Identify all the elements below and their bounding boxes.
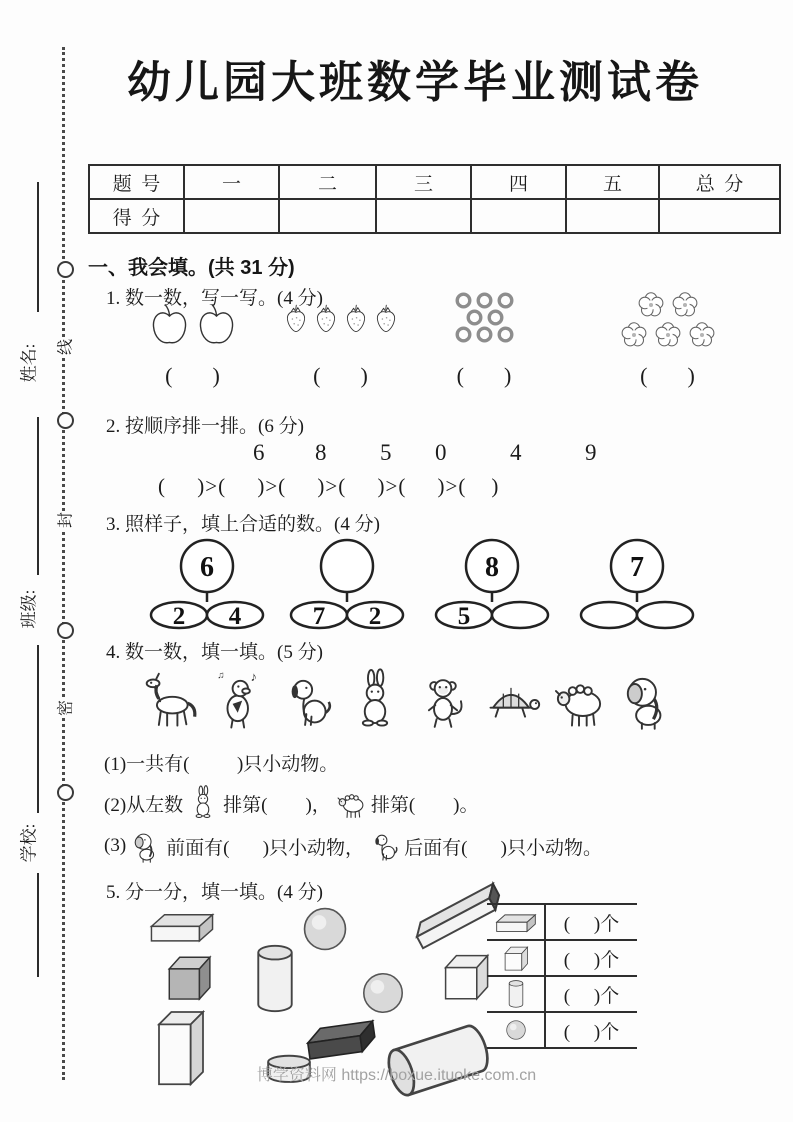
ring-icon — [474, 324, 495, 345]
sheep-icon — [547, 663, 611, 737]
q1-group-row — [617, 318, 719, 352]
seal-circle — [57, 784, 74, 801]
q2-number: 9 — [585, 440, 597, 465]
q2-answer-line: ( )>( )>( )>( )>( )>( ) — [158, 474, 500, 498]
elephant-icon — [615, 663, 679, 737]
q2-label: 2. 按顺序排一排。(6 分) — [106, 416, 304, 437]
ring-icon — [453, 324, 474, 345]
q1-answer-blank: ( ) — [456, 363, 513, 388]
field-blank-line — [37, 645, 39, 813]
q2-number: 5 — [380, 440, 392, 465]
sphere-icon — [292, 896, 358, 962]
q5-table-row — [487, 939, 637, 975]
score-table-header-cell: 总 分 — [659, 165, 780, 199]
number-bond — [575, 536, 700, 636]
score-table-header-cell: 二 — [279, 165, 376, 199]
sphere-icon — [501, 1015, 531, 1045]
svg-text:6: 6 — [200, 552, 214, 583]
q1-group-row — [146, 302, 240, 349]
q4-text-segment: (3) — [104, 835, 127, 856]
q5-shape-cell — [487, 977, 546, 1011]
q1-group-rings — [453, 294, 516, 345]
q5-shape-cell — [487, 1013, 546, 1047]
cuboid-flat-icon — [493, 909, 539, 935]
strawberry-icon — [371, 304, 401, 334]
animal-row — [139, 663, 679, 737]
score-table-header-cell: 四 — [471, 165, 566, 199]
q1-group-flowers — [617, 292, 719, 352]
q4-text-segment: 排第( )， — [223, 794, 331, 816]
seal-char-xian: 线 — [50, 338, 79, 356]
q4-text-segment: 后面有( )只小动物。 — [404, 837, 602, 859]
svg-text:5: 5 — [457, 603, 471, 630]
q4-text-segment: (2)从左数 — [104, 794, 184, 816]
apple-icon — [146, 302, 193, 349]
q5-tally-table — [487, 903, 637, 1049]
rabbit-icon — [343, 663, 407, 737]
field-blank-line — [37, 873, 39, 977]
field-blank-line — [37, 182, 39, 312]
q4-text-segment: 前面有( )只小动物， — [166, 837, 365, 859]
ring-icon — [495, 324, 516, 345]
cylinder-icon — [506, 979, 526, 1010]
name-field-label: 姓名: — [19, 343, 39, 383]
q4-subquestion-2 — [104, 785, 478, 821]
q4-label: 4. 数一数，填一填。(5 分) — [106, 642, 323, 663]
score-cell — [471, 199, 566, 233]
monkey-icon — [411, 663, 475, 737]
q5-shape-cell — [487, 905, 546, 939]
q1-group-apples — [146, 302, 240, 349]
svg-text:4: 4 — [228, 603, 242, 630]
elephant-icon — [128, 828, 164, 864]
seal-dotted-line — [62, 47, 65, 1080]
q1-group-row — [281, 304, 401, 334]
q4-text-segment: (1)一共有( )只小动物。 — [104, 754, 339, 775]
score-table-header-cell: 五 — [566, 165, 659, 199]
score-table-score-row — [89, 199, 780, 233]
field-blank-line — [37, 417, 39, 575]
q5-shape-cell — [487, 941, 546, 975]
score-cell — [279, 199, 376, 233]
q2-number: 8 — [315, 440, 327, 465]
svg-text:8: 8 — [485, 552, 499, 583]
svg-text:2: 2 — [368, 603, 382, 630]
q5-answer-blank: ( )个 — [563, 985, 620, 1007]
rabbit-icon — [185, 785, 221, 821]
q5-answer-blank: ( )个 — [563, 913, 620, 935]
score-cell — [376, 199, 471, 233]
score-table-header-cell: 题 号 — [89, 165, 184, 199]
flower-icon — [617, 318, 651, 352]
turtle-icon — [479, 663, 543, 737]
flower-icon — [685, 318, 719, 352]
q5-table-row — [487, 975, 637, 1011]
singing-cow-icon — [207, 663, 271, 737]
strawberry-icon — [341, 304, 371, 334]
svg-text:7: 7 — [312, 603, 326, 630]
q3-label: 3. 照样子，填上合适的数。(4 分) — [106, 514, 380, 535]
q1-group-row — [453, 324, 516, 345]
class-field-label: 班级: — [19, 589, 39, 629]
number-bond — [430, 536, 555, 636]
number-bond — [145, 536, 270, 636]
q5-label: 5. 分一分，填一填。(4 分) — [106, 882, 323, 903]
seal-char-mi: 密 — [50, 699, 79, 717]
q2-number: 6 — [253, 440, 265, 465]
dog-icon — [275, 663, 339, 737]
flower-icon — [668, 288, 702, 322]
q1-group-strawberrys — [281, 304, 401, 334]
q5-table-row — [487, 903, 637, 939]
seal-char-feng: 封 — [50, 511, 79, 529]
school-field-label: 学校: — [19, 823, 39, 863]
score-label-cell: 得 分 — [89, 199, 184, 233]
q5-answer-blank: ( )个 — [563, 949, 620, 971]
number-bond — [285, 536, 410, 636]
q1-answer-blank: ( ) — [165, 363, 221, 388]
seal-circle — [57, 412, 74, 429]
cube-icon — [500, 942, 532, 974]
seal-circle — [57, 261, 74, 278]
strawberry-icon — [281, 304, 311, 334]
apple-icon — [193, 302, 240, 349]
score-table-header-row — [89, 165, 780, 199]
q2-number: 0 — [435, 440, 447, 465]
cube-gray-icon — [160, 948, 218, 1006]
svg-text:♪: ♪ — [250, 669, 257, 684]
score-table-header-cell: 一 — [184, 165, 279, 199]
seal-circle — [57, 622, 74, 639]
q5-table-row — [487, 1011, 637, 1049]
score-cell — [659, 199, 780, 233]
score-cell — [566, 199, 659, 233]
score-table — [88, 164, 781, 234]
q4-subquestion-1 — [104, 749, 338, 776]
section-1-heading: 一、我会填。(共 31 分) — [88, 257, 295, 279]
flower-icon — [634, 288, 668, 322]
q1-answer-blank: ( ) — [640, 363, 696, 388]
page-title: 幼儿园大班数学毕业测试卷 — [127, 58, 703, 107]
q1-label: 1. 数一数，写一写。(4 分) — [106, 288, 323, 309]
svg-text:7: 7 — [630, 552, 644, 583]
svg-text:2: 2 — [172, 603, 186, 630]
strawberry-icon — [311, 304, 341, 334]
svg-text:♫: ♫ — [217, 670, 225, 682]
sheep-icon — [333, 785, 369, 821]
cylinder-icon — [250, 942, 300, 1018]
flower-icon — [651, 318, 685, 352]
q4-text-segment: 排第( )。 — [370, 794, 479, 816]
q5-answer-blank: ( )个 — [563, 1021, 620, 1043]
q2-number: 4 — [510, 440, 522, 465]
q4-subquestion-3 — [104, 828, 602, 864]
cuboid-flat-icon — [136, 906, 228, 946]
score-cell — [184, 199, 279, 233]
q1-answer-blank: ( ) — [313, 363, 369, 388]
footer-text: 博学资料网 https://boxue.ituoke.com.cn — [256, 1067, 537, 1084]
dog-icon — [366, 828, 402, 864]
score-table-header-cell: 三 — [376, 165, 471, 199]
horse-icon — [139, 663, 203, 737]
q1-group-row — [634, 288, 702, 322]
